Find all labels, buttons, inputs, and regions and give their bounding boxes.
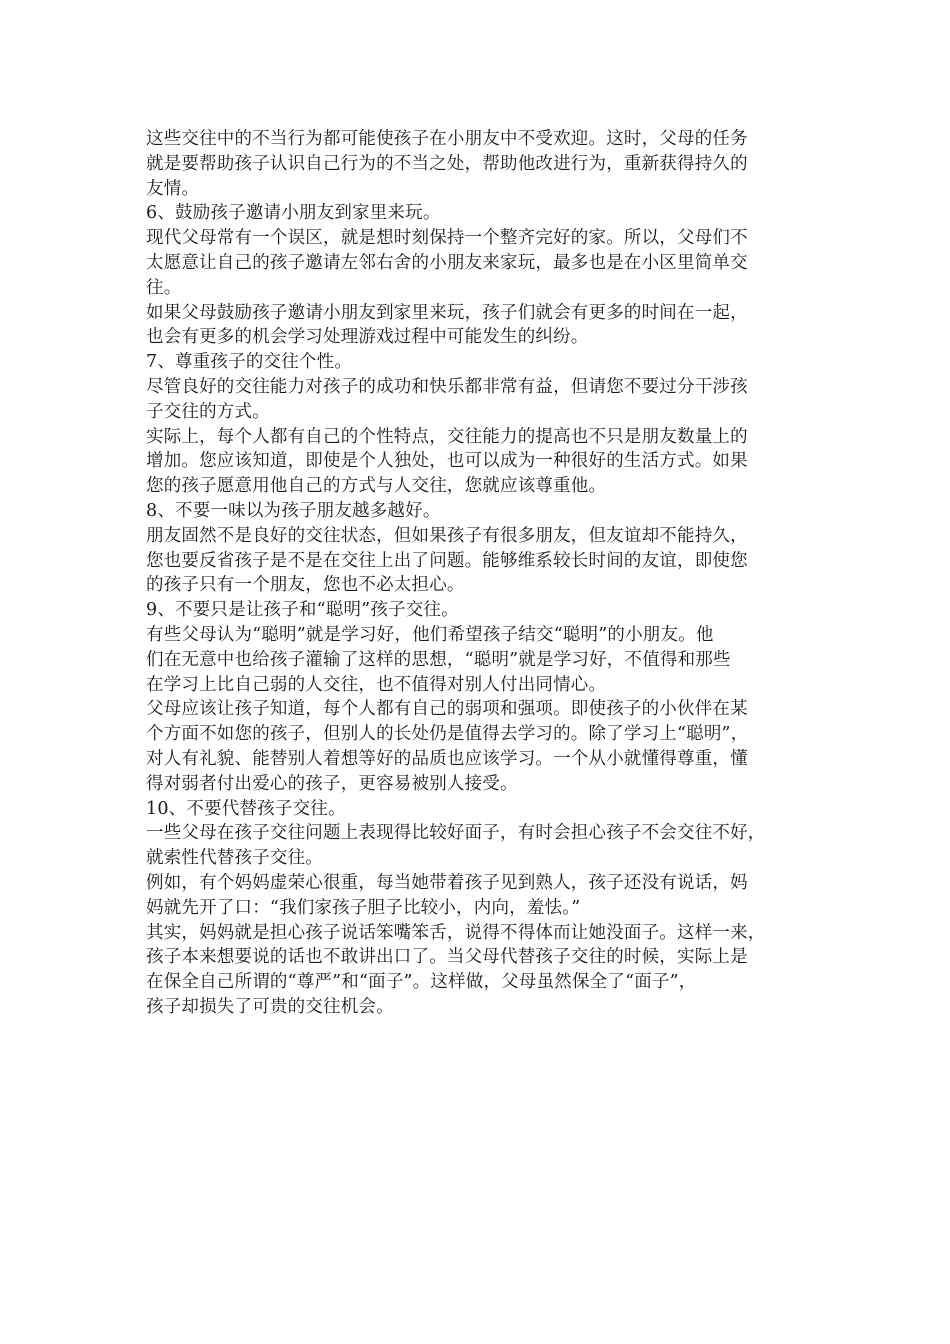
text-line: 父母应该让孩子知道，每个人都有自己的弱项和强项。即使孩子的小伙伴在某 [146, 699, 748, 720]
text-line: 有些父母认为“聪明”就是学习好，他们希望孩子结交“聪明”的小朋友。他 [146, 624, 714, 645]
text-line: 妈就先开了口：“我们家孩子胆子比较小，内向，羞怯。” [146, 897, 581, 918]
text-line: 太愿意让自己的孩子邀请左邻右舍的小朋友来家玩，最多也是在小区里简单交 [146, 252, 748, 273]
section-heading: 8、不要一味以为孩子朋友越多越好。 [146, 500, 441, 521]
text-line: 们在无意中也给孩子灌输了这样的思想，“聪明”就是学习好，不值得和那些 [146, 649, 731, 670]
text-line: 在学习上比自己弱的人交往，也不值得对别人付出同情心。 [146, 674, 607, 695]
text-line: 您也要反省孩子是不是在交往上出了问题。能够维系较长时间的友谊，即使您 [146, 550, 748, 571]
text-line: 在保全自己所谓的“尊严”和“面子”。这样做，父母虽然保全了“面子”， [146, 972, 697, 993]
text-line: 就是要帮助孩子认识自己行为的不当之处，帮助他改进行为，重新获得持久的 [146, 153, 748, 174]
text-line: 尽管良好的交往能力对孩子的成功和快乐都非常有益，但请您不要过分干涉孩 [146, 376, 748, 397]
text-line: 一些父母在孩子交往问题上表现得比较好面子，有时会担心孩子不会交往不好， [146, 823, 766, 844]
text-line: 孩子本来想要说的话也不敢讲出口了。当父母代替孩子交往的时候，实际上是 [146, 947, 748, 968]
text-line: 友情。 [146, 178, 200, 199]
text-line: 个方面不如您的孩子，但别人的长处仍是值得去学习的。除了学习上“聪明”， [146, 724, 749, 745]
section-heading: 6、鼓励孩子邀请小朋友到家里来玩。 [146, 203, 441, 224]
text-line: 如果父母鼓励孩子邀请小朋友到家里来玩，孩子们就会有更多的时间在一起， [146, 302, 748, 323]
text-line: 这些交往中的不当行为都可能使孩子在小朋友中不受欢迎。这时，父母的任务 [146, 129, 748, 149]
text-line: 实际上，每个人都有自己的个性特点，交往能力的提高也不只是朋友数量上的 [146, 426, 748, 447]
text-line: 的孩子只有一个朋友，您也不必太担心。 [146, 575, 465, 596]
text-line: 子交往的方式。 [146, 401, 270, 422]
document-page [146, 127, 810, 1020]
text-line: 就索性代替孩子交往。 [146, 848, 323, 869]
text-line: 您的孩子愿意用他自己的方式与人交往，您就应该尊重他。 [146, 476, 607, 497]
text-line: 也会有更多的机会学习处理游戏过程中可能发生的纠纷。 [146, 327, 589, 348]
text-line: 例如，有个妈妈虚荣心很重，每当她带着孩子见到熟人，孩子还没有说话，妈 [146, 872, 748, 893]
text-line: 增加。您应该知道，即使是个人独处，也可以成为一种很好的生活方式。如果 [146, 451, 748, 472]
text-line: 孩子却损失了可贵的交往机会。 [146, 996, 394, 1017]
text-line: 对人有礼貌、能替别人着想等好的品质也应该学习。一个从小就懂得尊重，懂 [146, 748, 748, 769]
section-heading: 7、尊重孩子的交往个性。 [146, 352, 353, 373]
text-line: 其实，妈妈就是担心孩子说话笨嘴笨舌，说得不得体而让她没面子。这样一来， [146, 922, 766, 943]
text-line: 朋友固然不是良好的交往状态，但如果孩子有很多朋友，但友谊却不能持久， [146, 525, 748, 546]
text-line: 现代父母常有一个误区，就是想时刻保持一个整齐完好的家。所以，父母们不 [146, 228, 748, 249]
text-line: 往。 [146, 277, 182, 298]
text-line: 得对弱者付出爱心的孩子，更容易被别人接受。 [146, 773, 518, 794]
section-heading: 9、不要只是让孩子和“聪明”孩子交往。 [146, 600, 459, 621]
section-heading: 10、不要代替孩子交往。 [146, 798, 346, 819]
